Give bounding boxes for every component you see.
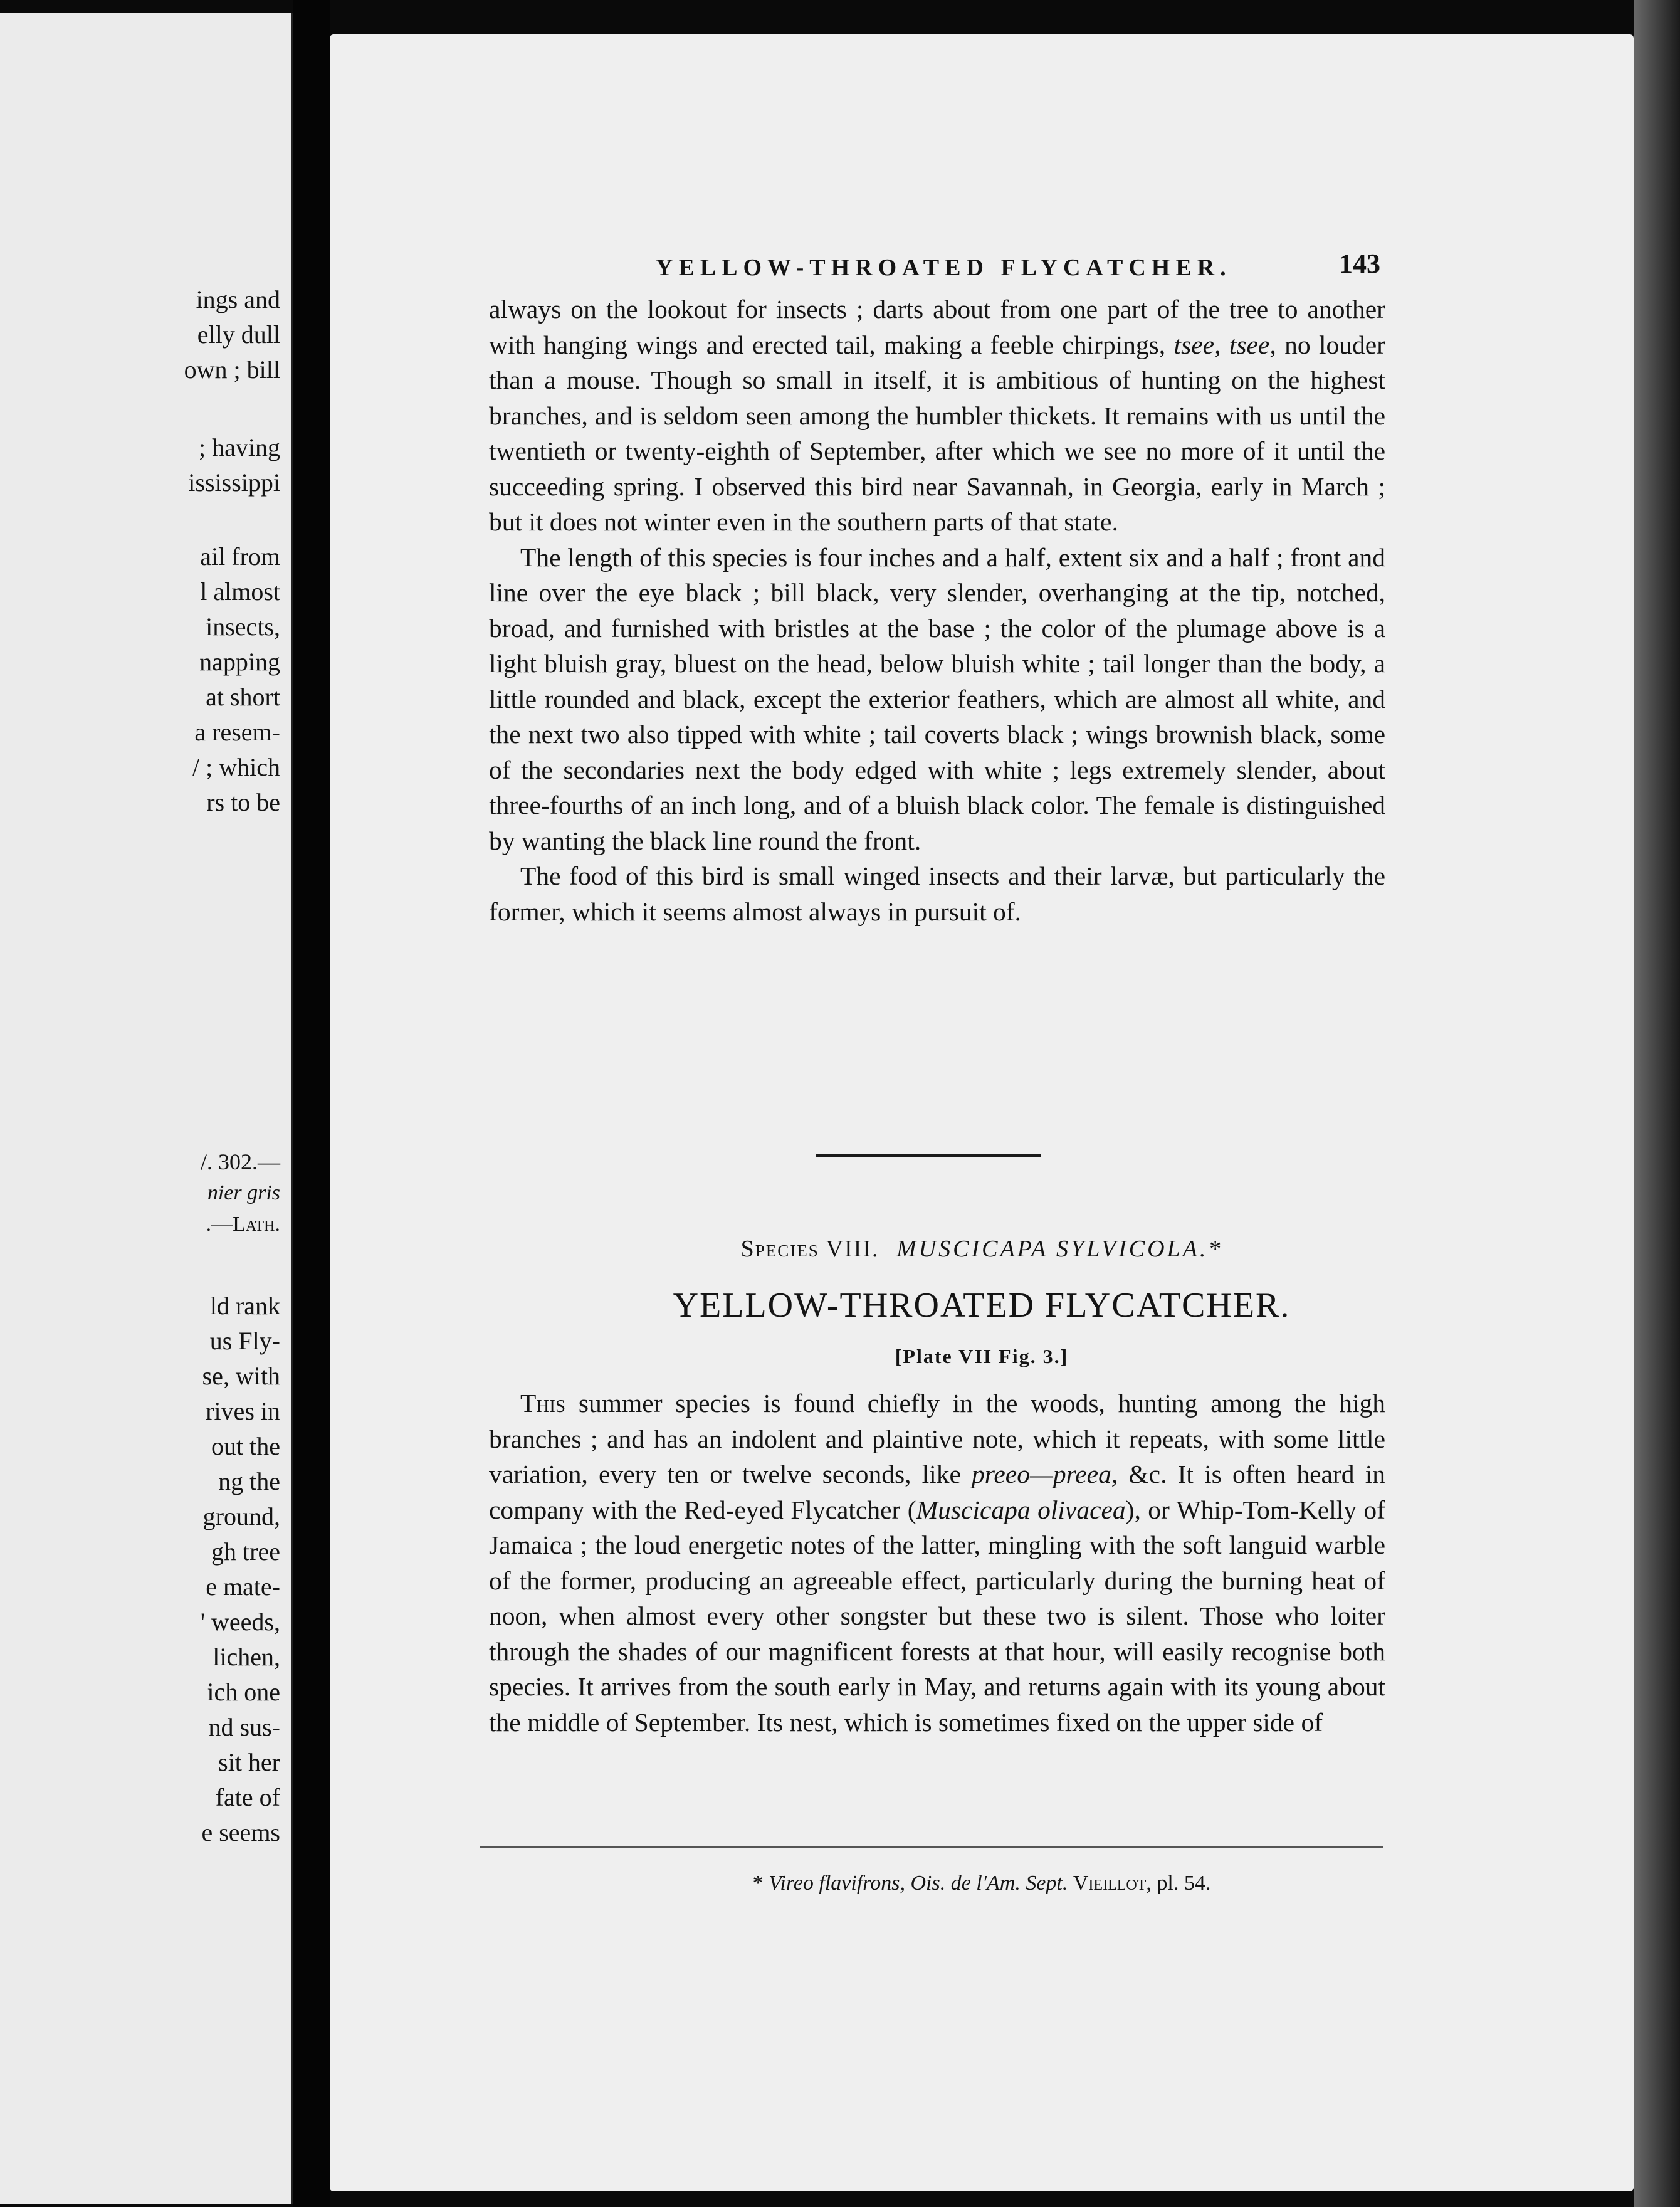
paragraph: This summer species is found chiefly in the woods, hunting among the high branches ; and has an indolent and plaintive note, which it repeats, with some little variation, every ten or twelve seconds, like preeo—preea, &c. It is often heard in company with the Red-eyed Flycatcher (Muscicapa olivacea), or Whip-Tom-Kelly of Jamaica ; the loud energetic notes of the latter, mingling with the soft languid warble of the former, producing an agreeable effect, particularly during the burning heat of noon, when almost every other songster but these two is silent. Those who loiter through the shades of our magnificent forests at that hour, will easily recognise both species. It arrives from the south early in May, and returns again with its young about the middle of September. Its nest, which is sometimes fixed on the upper side of [489,1389,1385,1737]
section-divider [816,1154,1041,1157]
left-fragment: napping [199,648,280,676]
left-note: /. 302.— [200,1149,280,1174]
right-page [330,34,1634,2191]
left-fragment: e seems [201,1818,280,1846]
left-fragment: sit her [218,1748,280,1776]
paragraph: The food of this bird is small winged insects and their larvæ, but particularly the former, which it seems almost always in pursuit of. [489,861,1385,926]
left-fragment: ; having [199,433,280,461]
dropcap-word: This [520,1389,566,1418]
left-fragment: se, with [202,1362,280,1390]
continuation-text [489,292,1385,929]
left-fragment: rs to be [206,788,280,816]
left-fragment: elly dull [197,320,280,349]
left-fragment: ' weeds, [200,1608,280,1636]
left-fragment: e mate- [206,1572,280,1601]
paragraph: always on the lookout for insects ; darts about from one part of the tree to another with hanging wings and erected tail, making a feeble chirpings, tsee, tsee, no louder than a mouse. Though so small in itself, it is ambitious of hunting on the highest branches, and is seldom seen among the humbler thickets. It remains with us until the twentieth or twenty-eighth of September, after which we see no more of it until the succeeding spring. I observed this bird near Savannah, in Georgia, early in March ; but it does not winter even in the southern parts of that state. [489,295,1385,536]
footnote-divider [480,1846,1383,1848]
left-fragment: fate of [215,1783,280,1811]
left-fragment: rives in [206,1397,280,1425]
left-fragment: nd sus- [208,1713,280,1741]
left-fragment: lichen, [213,1643,280,1671]
left-fragment: ng the [218,1467,280,1495]
left-fragment: l almost [200,577,280,606]
left-fragment: / ; which [192,753,280,781]
paragraph: The length of this species is four inches and a half, extent six and a half ; front and line over the eye black ; bill black, very slender, overhanging at the tip, notched, broad, and furnished with bristles at the base ; the color of the plumage above is a light bluish gray, bluest on the head, below bluish white ; tail longer than the body, a little rounded and black, except the exterior feathers, which are almost all white, and the next two also tipped with white ; tail coverts black ; wings brownish black, some of the secondaries next the body edged with white ; legs extremely slender, about three-fourths of an inch long, and of a bluish black color. The female is distinguished by wanting the black line round the front. [489,542,1385,855]
left-fragment: ings and [196,285,280,313]
left-fragment: gh tree [211,1537,280,1566]
left-fragment: own ; bill [184,356,280,384]
left-note: .—Lath. [206,1213,280,1236]
section-title: YELLOW-THROATED FLYCATCHER. [673,1286,1291,1325]
left-fragment: ississippi [188,468,280,497]
left-fragment: ich one [207,1678,280,1706]
left-fragment: at short [206,683,280,711]
left-fragment: ail from [200,542,280,571]
left-page [0,13,294,2204]
species-latin-name: MUSCICAPA SYLVICOLA.* [896,1236,1223,1262]
page-number: 143 [1339,248,1380,279]
footnote: * Vireo flavifrons, Ois. de l'Am. Sept. Vieillot, pl. 54. [752,1872,1211,1895]
left-fragment: ground, [202,1502,280,1530]
page-edge-shadow [1634,0,1680,2207]
book-spine-gutter [293,0,330,2207]
species-number: Species VIII. [740,1236,879,1262]
left-fragment: us Fly- [209,1327,280,1355]
plate-reference: [Plate VII Fig. 3.] [895,1345,1069,1367]
species-heading [330,1235,1634,1263]
left-note: nier gris [207,1181,280,1204]
left-fragment: insects, [206,613,280,641]
section-text [489,1386,1385,1740]
left-fragment: a resem- [194,718,280,746]
running-head: YELLOW-THROATED FLYCATCHER. [656,255,1232,281]
left-fragment: ld rank [209,1292,280,1320]
left-fragment: out the [211,1432,280,1460]
